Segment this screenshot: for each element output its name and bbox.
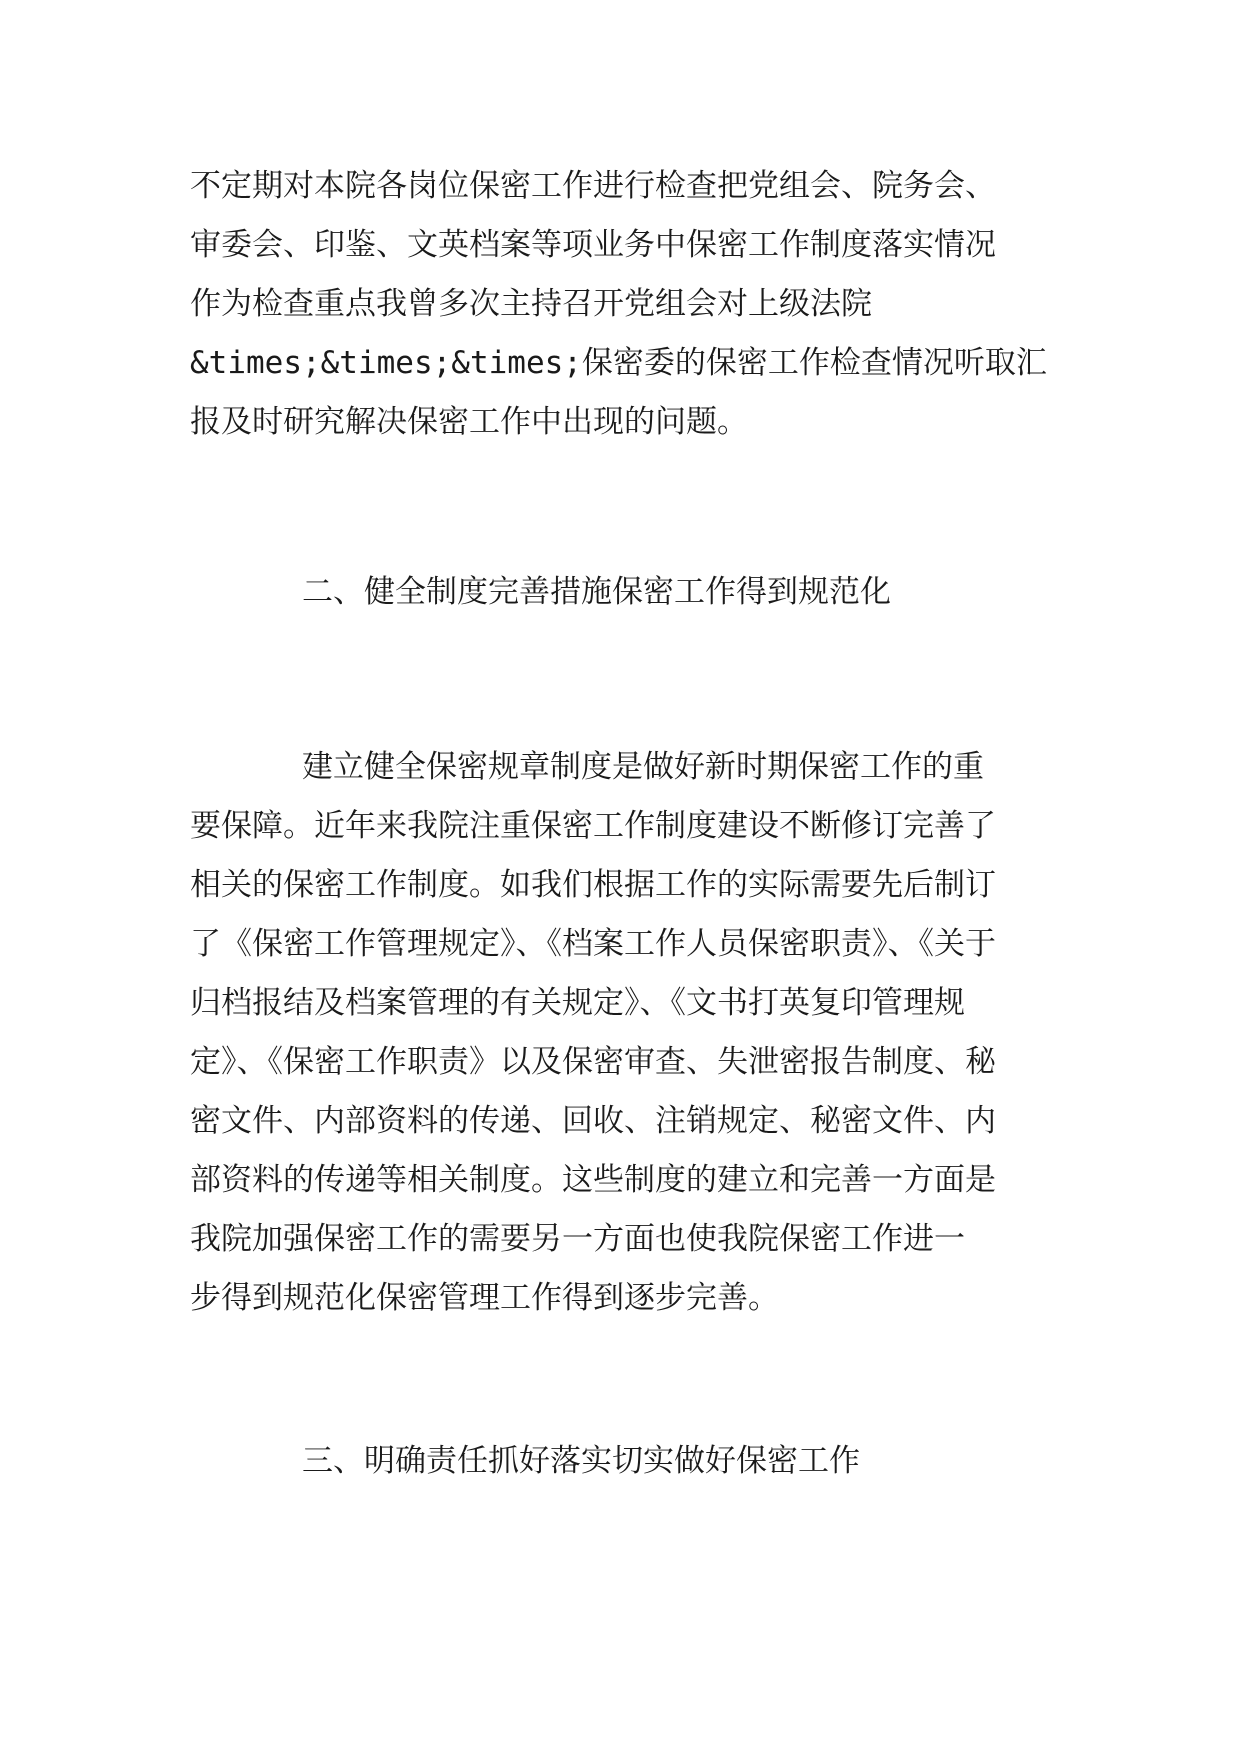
paragraph-2-line-7: 密文件、内部资料的传递、回收、注销规定、秘密文件、内 <box>190 1103 996 1139</box>
paragraph-2-line-9: 我院加强保密工作的需要另一方面也使我院保密工作进一 <box>190 1221 965 1257</box>
paragraph-2-line-5: 归档报结及档案管理的有关规定》、《文书打英复印管理规 <box>190 985 965 1021</box>
paragraph-1-line-1: 不定期对本院各岗位保密工作进行检查把党组会、院务会、 <box>190 168 996 204</box>
paragraph-1-line-4: &times;&times;&times;保密委的保密工作检查情况听取汇 <box>190 345 1047 381</box>
paragraph-1-line-3: 作为检查重点我曾多次主持召开党组会对上级法院 <box>190 286 872 322</box>
section-3-heading: 三、明确责任抓好落实切实做好保密工作 <box>302 1443 860 1479</box>
paragraph-1-line-2: 审委会、印鉴、文英档案等项业务中保密工作制度落实情况 <box>190 227 996 263</box>
paragraph-2-line-2: 要保障。近年来我院注重保密工作制度建设不断修订完善了 <box>190 808 996 844</box>
paragraph-2-line-10: 步得到规范化保密管理工作得到逐步完善。 <box>190 1280 779 1316</box>
paragraph-2-line-6: 定》、《保密工作职责》以及保密审查、失泄密报告制度、秘 <box>190 1044 996 1080</box>
paragraph-2-line-8: 部资料的传递等相关制度。这些制度的建立和完善一方面是 <box>190 1162 996 1198</box>
paragraph-1-line-5: 报及时研究解决保密工作中出现的问题。 <box>190 404 748 440</box>
section-2-heading: 二、健全制度完善措施保密工作得到规范化 <box>302 574 891 610</box>
paragraph-2-line-3: 相关的保密工作制度。如我们根据工作的实际需要先后制订 <box>190 867 996 903</box>
paragraph-2-line-4: 了《保密工作管理规定》、《档案工作人员保密职责》、《关于 <box>190 926 996 962</box>
paragraph-2-line-1: 建立健全保密规章制度是做好新时期保密工作的重 <box>302 749 984 785</box>
